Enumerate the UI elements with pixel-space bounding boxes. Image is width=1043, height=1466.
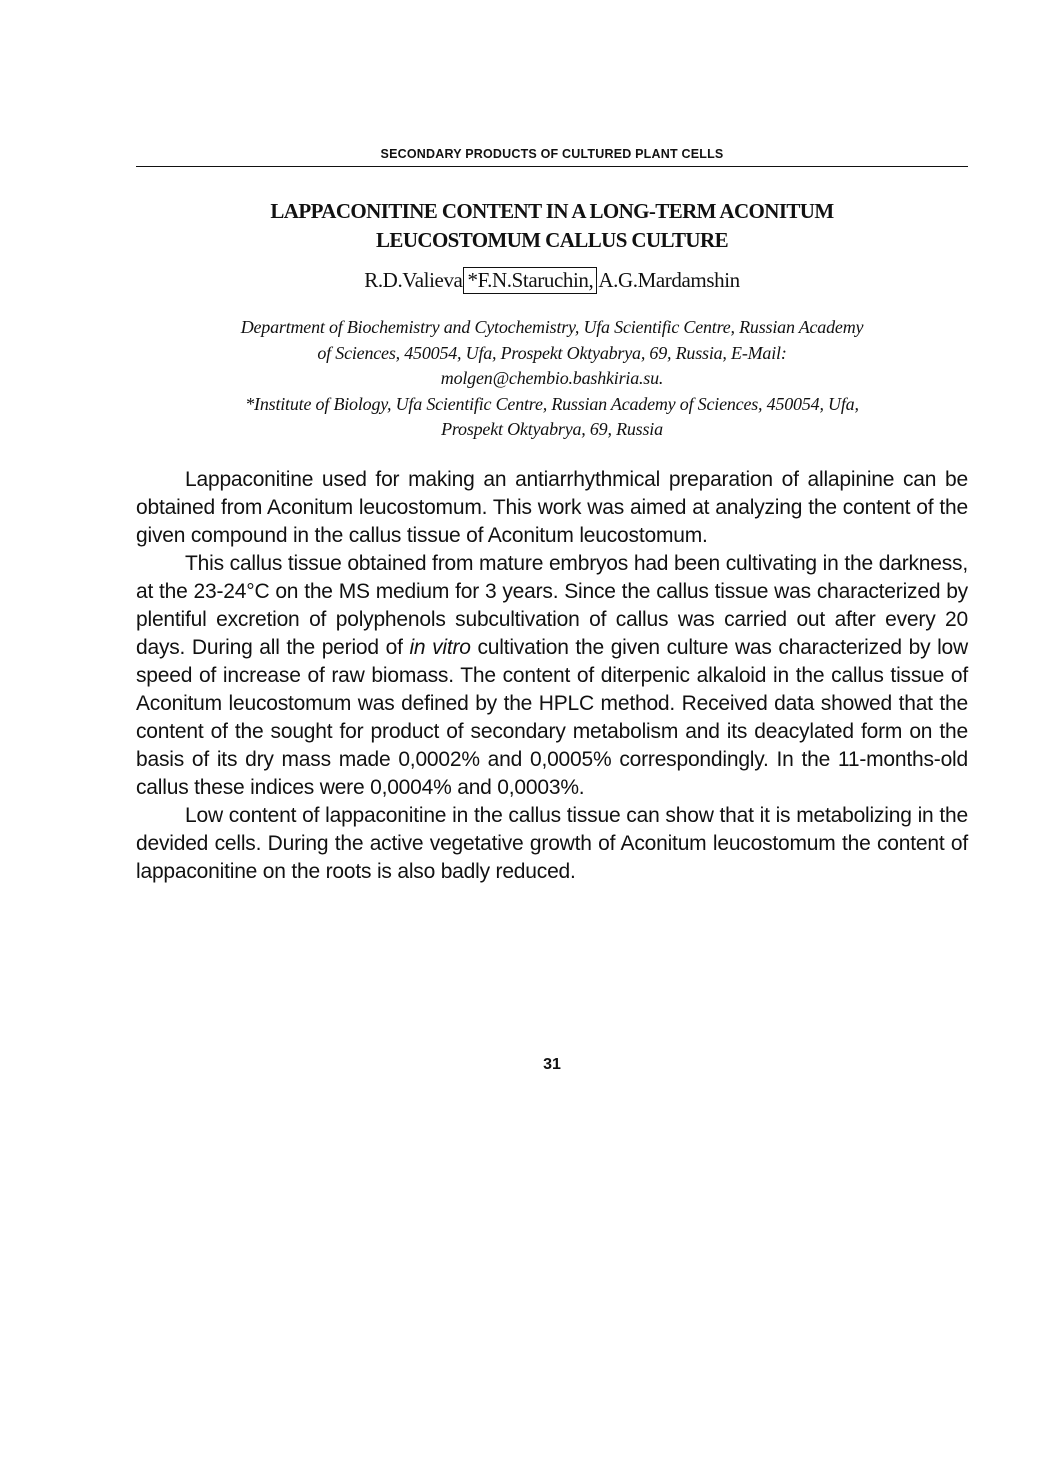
- paragraph-1: Lappaconitine used for making an antiarrhythmical preparation of allapinine can be obtained from Aconitum leucostomum. This work was aimed at analyzing the content of the given compound in the callus tissue of Aconitum leucostomum.: [136, 468, 968, 547]
- author-list: [136, 266, 968, 294]
- author-mardamshin: A.G.Mardamshin: [598, 268, 740, 292]
- page-number: 31: [543, 1056, 561, 1073]
- paragraph-2-italic: in vitro: [409, 636, 471, 659]
- title-line-2: LEUCOSTOMUM CALLUS CULTURE: [376, 228, 728, 252]
- author-valieva: R.D.Valieva: [364, 268, 463, 292]
- affiliation-line-2: of Sciences, 450054, Ufa, Prospekt Oktyabrya, 69, Russia, E-Mail:: [317, 342, 787, 363]
- header-rule: [136, 166, 968, 167]
- affiliation-line-1: Department of Biochemistry and Cytochemistry, Ufa Scientific Centre, Russian Academy: [240, 317, 864, 337]
- paragraph-2: [136, 550, 968, 802]
- abstract-body: [136, 466, 968, 886]
- paragraph-3: Low content of lappaconitine in the callus tissue can show that it is metabolizing in the devided cells. During the active vegetative growth of Aconitum leucostomum the content of lappaconitine on the roots is also badly reduced.: [136, 804, 968, 883]
- affiliations: [136, 315, 968, 443]
- affiliation-email: molgen@chembio.bashkiria.su.: [440, 368, 664, 388]
- affiliation-line-4: *Institute of Biology, Ufa Scientific Centre, Russian Academy of Sciences, 450054, Ufa,: [245, 393, 859, 414]
- article-title: [136, 197, 968, 255]
- title-line-1: LAPPACONITINE CONTENT IN A LONG-TERM ACONITUM: [270, 199, 834, 223]
- running-head: SECONDARY PRODUCTS OF CULTURED PLANT CELLS: [380, 147, 724, 161]
- paragraph-2-end: cultivation the given culture was characterized by low speed of increase of raw biomass. The content of diterpenic alkaloid in the callus tissue of Aconitum leucostomum was defined by the HPLC method. Received data showed that the content of the sought for product of secondary metabolism and its deacylated form on the basis of its dry mass made 0,0002% and 0,0005% correspondingly. In the 11-months-old callus these indices were 0,0004% and 0,0003%.: [136, 636, 968, 799]
- author-staruchin-boxed: *F.N.Staruchin,: [463, 267, 597, 294]
- paragraph-2-start: This callus tissue obtained from mature embryos had been cultivating in the darkness, at the 23-24°C on the MS medium for 3 years. Since the callus tissue was characterized by plentiful excretion of polyphenols subcultivation of callus was carried out after every 20 days. During all the period of: [136, 552, 968, 659]
- affiliation-line-5: Prospekt Oktyabrya, 69, Russia: [441, 419, 663, 439]
